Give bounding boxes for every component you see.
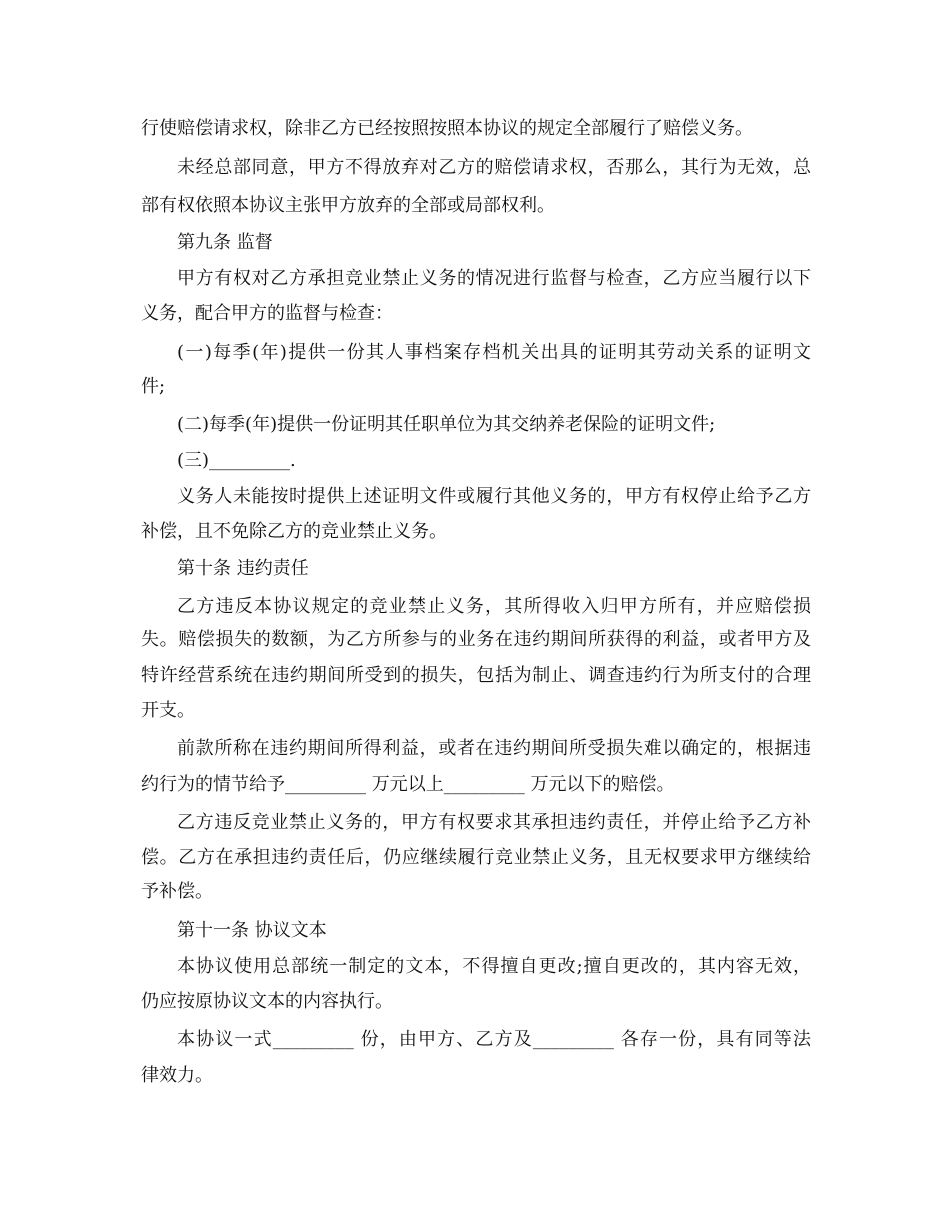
paragraph-line: 乙方违反本协议规定的竞业禁止义务，其所得收入归甲方所有，并应赔偿损	[177, 596, 811, 617]
paragraph-line: 件;	[141, 376, 166, 397]
paragraph-line: 行使赔偿请求权，除非乙方已经按照按照本协议的规定全部履行了赔偿义务。	[141, 118, 753, 139]
paragraph-line: 约行为的情节给予_________ 万元以上_________ 万元以下的赔偿。	[141, 774, 675, 795]
paragraph-line: 特许经营系统在违约期间所受到的损失，包括为制止、调查违约行为所支付的合理	[141, 665, 811, 686]
paragraph-line: 律效力。	[141, 1065, 213, 1086]
paragraph-line: 义务人未能按时提供上述证明文件或履行其他义务的，甲方有权停止给予乙方	[177, 486, 811, 507]
paragraph-line: (二)每季(年)提供一份证明其任职单位为其交纳养老保险的证明文件;	[177, 414, 716, 435]
paragraph-line: 偿。乙方在承担违约责任后，仍应继续履行竞业禁止义务，且无权要求甲方继续给	[141, 847, 811, 868]
section-heading: 第十一条 协议文本	[177, 920, 327, 941]
paragraph-line: 失。赔偿损失的数额，为乙方所参与的业务在违约期间所获得的利益，或者甲方及	[141, 629, 811, 650]
paragraph-line: 甲方有权对乙方承担竞业禁止义务的情况进行监督与检查，乙方应当履行以下	[177, 268, 811, 289]
section-heading: 第十条 违约责任	[177, 558, 309, 579]
paragraph-line: 未经总部同意，甲方不得放弃对乙方的赔偿请求权，否那么，其行为无效，总	[177, 157, 811, 178]
paragraph-line: (三)_________.	[177, 450, 296, 471]
section-heading: 第九条 监督	[177, 232, 273, 253]
paragraph-line: 部有权依照本协议主张甲方放弃的全部或局部权利。	[141, 195, 555, 216]
paragraph-line: 乙方违反竞业禁止义务的，甲方有权要求其承担违约责任，并停止给予乙方补	[177, 812, 811, 833]
paragraph-line: 义务，配合甲方的监督与检查：	[141, 303, 393, 324]
paragraph-line: 补偿，且不免除乙方的竞业禁止义务。	[141, 521, 447, 542]
paragraph-line: 予补偿。	[141, 881, 213, 902]
paragraph-line: 开支。	[141, 700, 195, 721]
paragraph-line: 仍应按原协议文本的内容执行。	[141, 991, 393, 1012]
paragraph-line: 本协议一式_________ 份，由甲方、乙方及_________ 各存一份，具有同等法	[177, 1029, 811, 1050]
paragraph-line: 前款所称在违约期间所得利益，或者在违约期间所受损失难以确定的，根据违	[177, 738, 811, 759]
paragraph-line: 本协议使用总部统一制定的文本，不得擅自更改;擅自更改的，其内容无效，	[177, 956, 811, 977]
paragraph-line: (一)每季(年)提供一份其人事档案存档机关出具的证明其劳动关系的证明文	[177, 342, 811, 363]
